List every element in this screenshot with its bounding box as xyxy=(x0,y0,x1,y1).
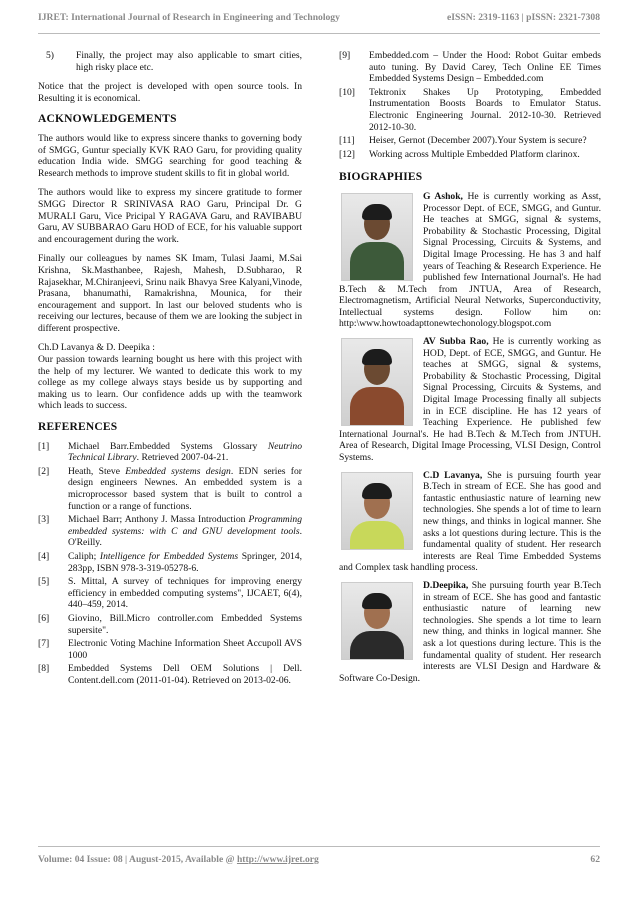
paragraph: Notice that the project is developed with open source tools. In Resulting it is economical. xyxy=(38,81,302,104)
issn: eISSN: 2319-1163 | pISSN: 2321-7308 xyxy=(447,12,600,23)
author-photo xyxy=(341,338,413,426)
reference-item: [4] Caliph; Intelligence for Embedded Systems Springer, 2014, 283pp, ISBN 978-3-319-05278-6. xyxy=(38,550,302,574)
page-number: 62 xyxy=(590,854,600,865)
reference-item: [10] Tektronix Shakes Up Prototyping, Embedded Instrumentation Boosts Boards to Emulator Status. Electronic Engineering Journal. 2012-10-30. Retrieved 2012-10-30. xyxy=(339,86,601,133)
left-column xyxy=(38,50,302,689)
biography: C.D Lavanya, She is pursuing fourth year B.Tech in stream of ECE. She has good and fantastic enthusiastic nature of learning new technologies. She spends a lot of time to learn new things, and thinks in logical manner. She asks a lot questions during lecture. This is the fundamental quality of student. Her research interests are Real Time Embedded Systems and Complex task handling process. xyxy=(339,469,601,574)
author-photo xyxy=(341,472,413,550)
paragraph: The authors would like to express sincere thanks to governing body of SMGG, Guntur specially KVK RAO Garu, for providing quality education India wide. SMGG searching for good teaching & Research methods to improve student skills to fit in global world. xyxy=(38,132,302,179)
section-heading: BIOGRAPHIES xyxy=(339,171,423,184)
paragraph-title: Ch.D Lavanya & D. Deepika : xyxy=(38,342,155,354)
paragraph: Finally our colleagues by names SK Imam, Tulasi Jaami, M.Sai Krishna, Sk.Masthanbee, Rajesh, Mahesh, D.Subharao, R Rajasekhar, M.Chiranjeevi, Srinu naik Bhavya Sree Kalyani,Vinode, Prasana, bhanumathi, Ramakrishna, Mounica, for their encouragement and support. In last our beloved students who is receiving our lectures, because of them we are looking the subject in different prospective. xyxy=(38,253,302,334)
header-rule xyxy=(38,33,600,34)
reference-item: [11] Heiser, Gernot (December 2007).Your System is secure? xyxy=(339,135,587,147)
running-footer xyxy=(38,854,600,865)
right-column xyxy=(339,50,601,690)
reference-item: [9] Embedded.com – Under the Hood: Robot Guitar embeds auto tuning. By David Carey, Tech Online EE Times Embedded Systems Design – Embedded.com xyxy=(339,50,601,85)
biography: G Ashok, He is currently working as Asst, Processor Dept. of ECE, SMGG, and Guntur. He teaches at SMGG, signal & systems, Probability & Stochastic Processing, Digital Signal Processing, Circuits & Systems, and Digital Image Processing. He has 3 and half years of Teaching & Research Experience. He published few International Journal's. He had B.Tech & M.Tech from JNTUA, Area of Research, Electromagnetism, Artificial Neural Networks, Superconductivity, Intellectual systems design. Follow him on: http:\www.howtoadapttonewtechonology.blogspot.com xyxy=(339,190,601,330)
reference-item: [7] Electronic Voting Machine Information Sheet Accupoll AVS 1000 xyxy=(38,638,302,661)
reference-item: [5] S. Mittal, A survey of techniques for improving energy efficiency in embedded computing systems", IJCAET, 6(4), 440–459, 2014. xyxy=(38,576,302,611)
journal-link[interactable]: http://www.ijret.org xyxy=(236,854,319,865)
reference-item: [2] Heath, Steve Embedded systems design. EDN series for design engineers Newnes. An embedded system is a microprocessor based system that is built to control a function or a range of functions. xyxy=(38,465,302,512)
journal-title: IJRET: International Journal of Research in Engineering and Technology xyxy=(38,12,340,23)
reference-item: [12] Working across Multiple Embedded Platform clarinox. xyxy=(339,148,580,160)
volume-info: Volume: 04 Issue: 08 | August-2015, Available @ http://www.ijret.org xyxy=(38,854,319,865)
running-header xyxy=(38,12,600,23)
reference-item: [8] Embedded Systems Dell OEM Solutions | Dell. Content.dell.com (2011-01-04). Retrieved on 2013-02-06. xyxy=(38,663,302,686)
section-heading: ACKNOWLEDGEMENTS xyxy=(38,113,177,126)
section-heading: REFERENCES xyxy=(38,421,118,434)
reference-item: [6] Giovino, Bill.Micro controller.com Embedded Systems supersite". xyxy=(38,612,302,636)
paragraph: The authors would like to express my sincere gratitude to former SMGG Director R SRINIVASA RAO Garu, Principal Dr. G MURALI Garu, Vice Pricipal Y RAGAVA Garu, and RAVIBABU Garu, AV SUBBARAO Garu HOD of ECE, for his valuable support and encouragement during the work. xyxy=(38,187,302,245)
biography: D.Deepika, She pursuing fourth year B.Tech in stream of ECE. She has good and fantastic enthusiastic nature of learning new technologies. She spends a lot time to learn new thing, and thinks in logical manner. She ask a lot questions during lecture. This is the fundamental quality of student. Her research interests are VLSI Design and Hardware & Software Co-Design. xyxy=(339,579,601,684)
list-item: 5) Finally, the project may also applicable to smart cities, high risky place etc. xyxy=(46,50,302,73)
author-photo xyxy=(341,582,413,660)
paragraph: Our passion towards learning bought us here with this project with the help of my lecturer. We wanted to dedicate this work to my college as my college always stays beside us by supporting and making us to learn. Our confidence adds up with the teamwork which leads to success. xyxy=(38,354,302,412)
biography: AV Subba Rao, He is currently working as HOD, Dept. of ECE, SMGG, and Guntur. He teaches at SMGG, signal & systems, Probability & Stochastic Processing, Digital Signal Processing, Circuits & Systems, and Digital Image Processing finally all subjects in in ECE discipline. He has 12 years of Teaching Experience. He published few International Journal's. He had B.Tech & M.Tech from JNTUH. Area of Research, Digital Image Processing, VLSI Design, Control Systems. xyxy=(339,336,601,463)
footer-rule xyxy=(38,846,600,847)
reference-list xyxy=(38,441,302,687)
author-photo xyxy=(341,193,413,281)
reference-item: [1] Michael Barr.Embedded Systems Glossary Neutrino Technical Library. Retrieved 2007-04-21. xyxy=(38,440,302,464)
reference-item: [3] Michael Barr; Anthony J. Massa Introduction Programming embedded systems: with C and GNU development tools. O'Reilly. xyxy=(38,514,302,549)
